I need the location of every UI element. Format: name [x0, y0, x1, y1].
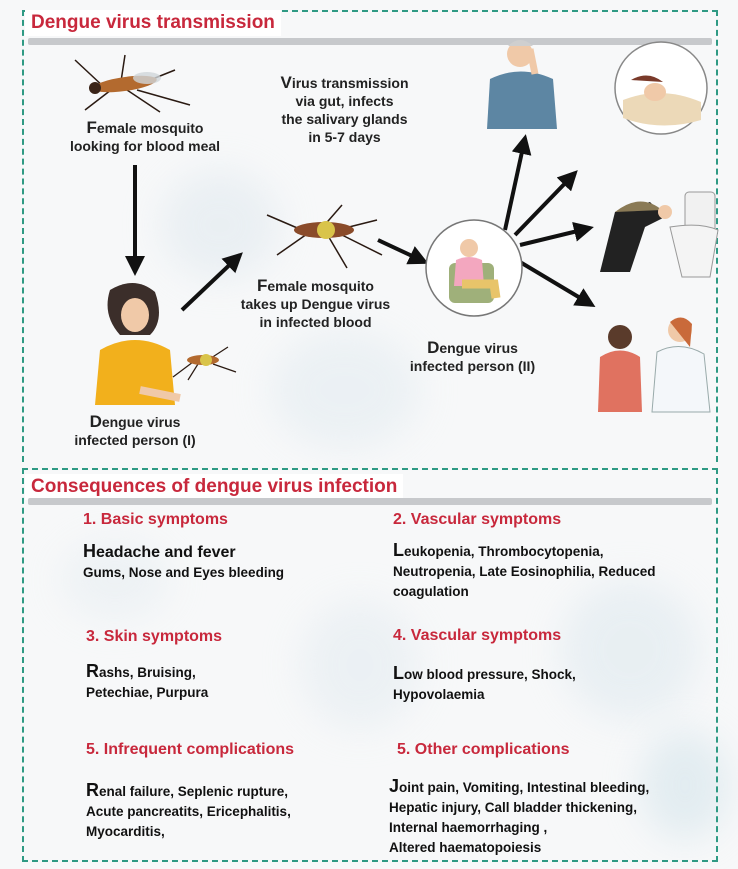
symptom-text: Rashs, Bruising, Petechiae, Purpura	[86, 661, 209, 700]
symptom-text: Leukopenia, Thrombocytopenia, Neutropenia, Late Eosinophilia, Reduced coagulation	[393, 540, 656, 599]
symptom-title: 5. Other complications	[397, 741, 570, 758]
mosquito-caption: Female mosquito looking for blood meal	[69, 118, 221, 154]
headache-man-icon	[475, 34, 570, 129]
symptom-title: 2. Vascular symptoms	[393, 511, 562, 528]
symptom-title: 1. Basic symptoms	[83, 511, 228, 528]
arrow-to-headache	[505, 138, 525, 230]
arrow-to-doctor	[520, 262, 592, 305]
sick-in-bed-icon	[613, 40, 709, 136]
takeup-caption: Female mosquito takes up Dengue virus in infected blood	[240, 276, 391, 330]
person2-caption: Dengue virus infected person (II)	[409, 338, 536, 374]
symptom-text: Renal failure, Seplenic rupture, Acute pancreatits, Ericephalitis, Myocarditis,	[86, 780, 291, 839]
transmission-title: Dengue virus transmission	[25, 10, 281, 36]
symptom-title: 5. Infrequent complications	[86, 741, 295, 758]
infected-person-2-icon	[424, 218, 524, 318]
arrow-to-fever	[515, 173, 575, 235]
mosquito-icon	[65, 50, 195, 120]
arrow-to-vomiting	[520, 228, 590, 245]
symptom-title: 3. Skin symptoms	[86, 628, 223, 645]
blood-feeding-mosquito-icon	[262, 200, 392, 270]
vomiting-woman-icon	[590, 182, 725, 282]
consequences-divider	[28, 498, 712, 505]
symptom-text: Low blood pressure, Shock, Hypovolaemia	[393, 663, 576, 702]
consequences-title: Consequences of dengue virus infection	[25, 474, 403, 500]
symptom-title: 4. Vascular symptoms	[393, 627, 562, 644]
symptom-text: Headache and fever Gums, Nose and Eyes bleeding	[83, 541, 285, 580]
doctor-child-icon	[592, 312, 717, 412]
symptom-text: Joint pain, Vomiting, Intestinal bleeding, Hepatic injury, Call bladder thickening, Internal haemorrhaging , Altered haematopoiesis	[389, 776, 650, 855]
small-mosquito-icon	[168, 342, 238, 382]
gut-caption: Virus transmission via gut, infects the salivary glands in 5-7 days	[280, 73, 409, 145]
person1-caption: Dengue virus infected person (I)	[74, 412, 196, 448]
